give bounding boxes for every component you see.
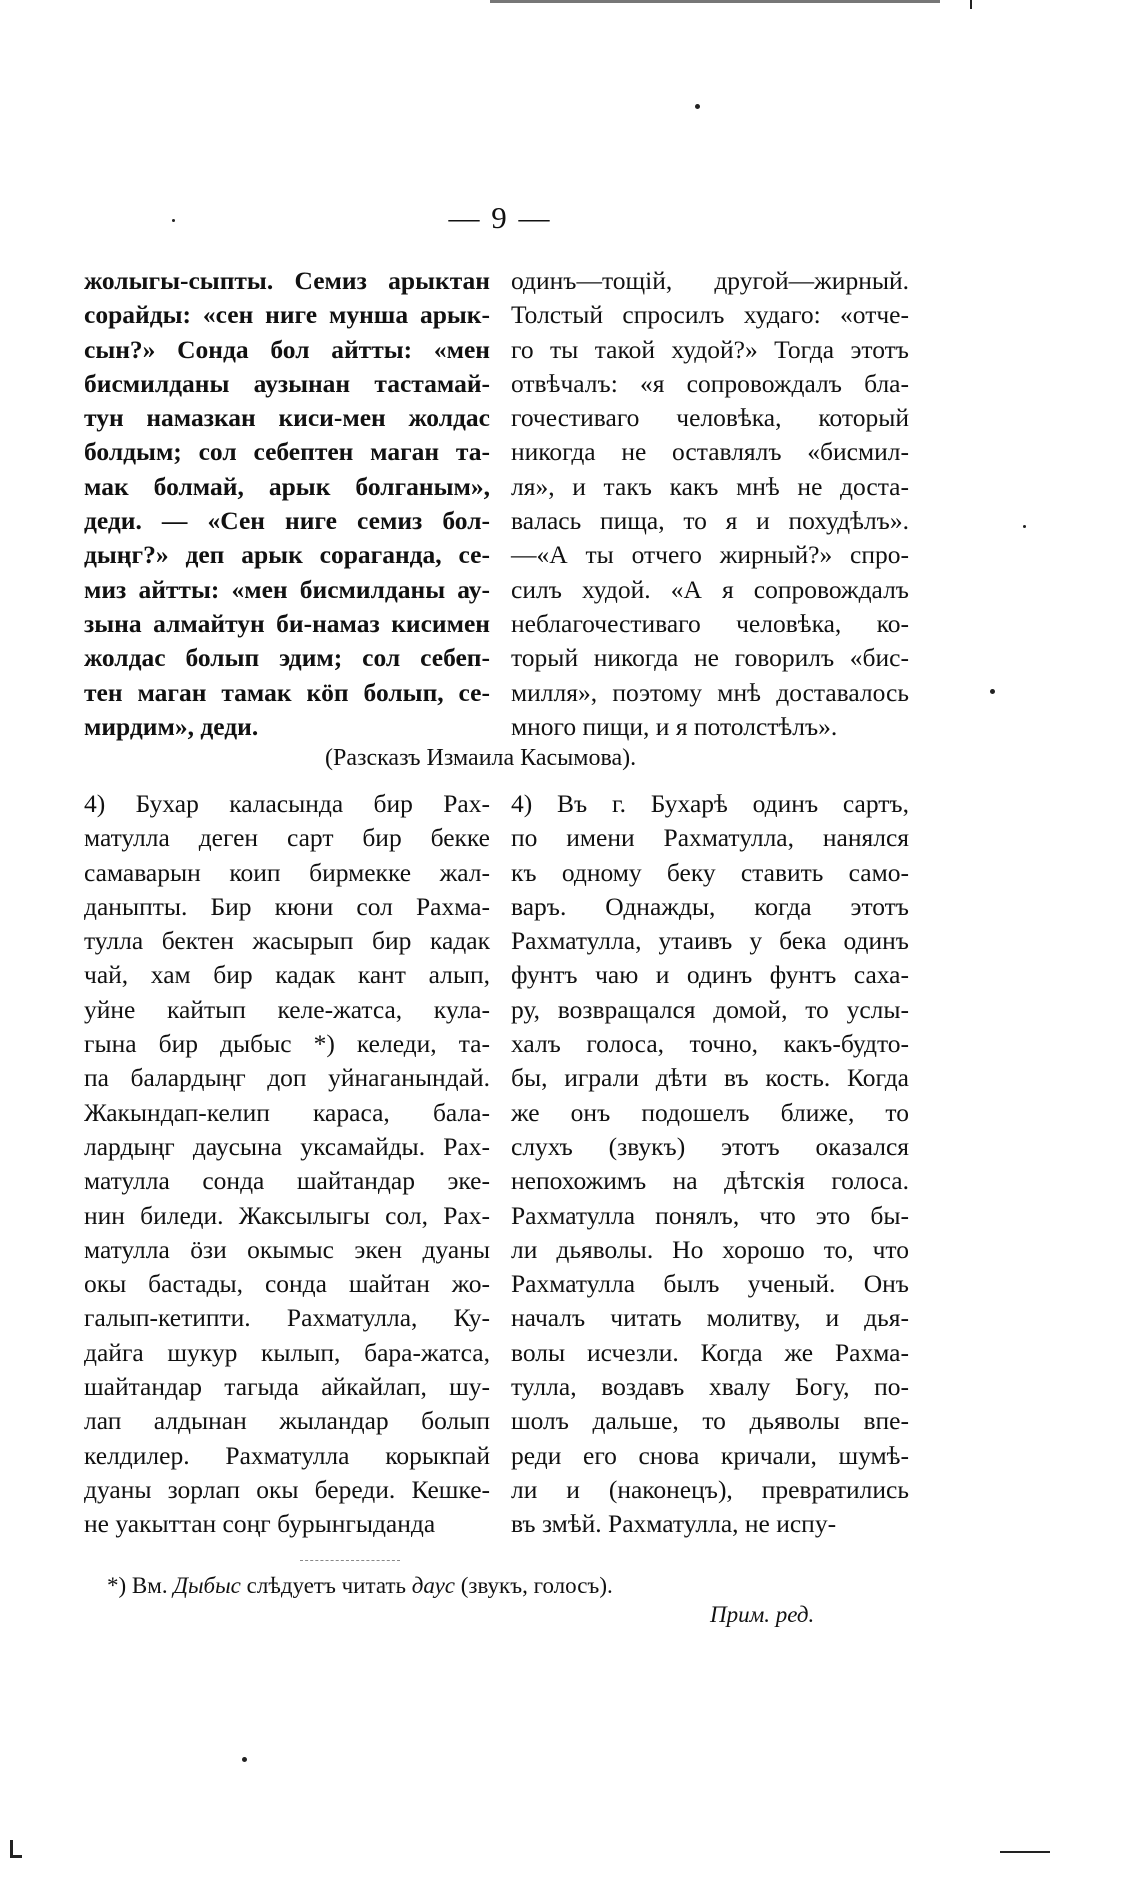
text-line: жолыгы-сыпты. Семиз арыктан xyxy=(84,266,490,295)
text-line: лардыңг даусына уксамайды. Рах- xyxy=(84,1131,490,1161)
text-line: Рахматулла, утаивъ у бека одинъ xyxy=(511,926,909,956)
text-line: окы бастады, сонда шайтан жо- xyxy=(84,1269,490,1299)
text-line: го ты такой худой?» Тогда этотъ xyxy=(511,334,909,364)
text-line: по имени Рахматулла, нанялся xyxy=(511,823,909,853)
text-line: келдилер. Рахматулла корыкпай xyxy=(84,1440,490,1470)
scan-speck xyxy=(1023,525,1026,528)
text-line: въ змѣй. Рахматулла, не испу- xyxy=(511,1509,837,1539)
text-line: одинъ—тощій, другой—жирный. xyxy=(511,266,909,295)
text-line: сын?» Сонда бол айтты: «мен xyxy=(84,334,490,364)
text-line: много пищи, и я потолстѣлъ». xyxy=(511,711,838,741)
text-line: же онъ подошелъ ближе, то xyxy=(511,1097,909,1127)
footnote xyxy=(107,1573,613,1599)
text-line: реди его снова кричали, шумѣ- xyxy=(511,1440,909,1470)
footnote-divider xyxy=(300,1560,400,1561)
scan-speck xyxy=(695,104,700,109)
text-line: гочестиваго человѣка, который xyxy=(511,403,909,433)
text-line: бы, играли дѣти въ кость. Когда xyxy=(511,1063,909,1093)
scan-edge-mark xyxy=(1000,1851,1050,1853)
text-line: Жакындап-келип караса, бала- xyxy=(84,1097,490,1127)
text-line: мак болмай, арык болганым», xyxy=(84,471,490,501)
footnote-middle: слѣдуетъ читать xyxy=(246,1573,406,1598)
text-line: ля», и такъ какъ мнѣ не доста- xyxy=(511,471,909,501)
text-line: галып-кетипти. Рахматулла, Ку- xyxy=(84,1303,490,1333)
text-line: нин биледи. Жаксылыгы сол, Рах- xyxy=(84,1200,490,1230)
footnote-word-2: даус xyxy=(411,1573,455,1598)
scan-speck xyxy=(172,219,175,222)
section-b-left-column xyxy=(84,787,490,1542)
text-line: дуаны зорлап окы береди. Кешке- xyxy=(84,1474,490,1504)
text-line: деди. — «Сен ниге семиз бол- xyxy=(84,506,490,536)
text-line: силъ худой. «А я сопровождалъ xyxy=(511,574,909,604)
text-line: 4) Въ г. Бухарѣ одинъ сартъ, xyxy=(511,789,909,818)
text-line: неблагочестиваго человѣка, ко- xyxy=(511,608,909,638)
page-number: — 9 — xyxy=(448,200,552,235)
text-line: ли дьяволы. Но хорошо то, что xyxy=(511,1234,909,1264)
footnote-suffix: (звукъ, голосъ). xyxy=(460,1573,613,1598)
text-line: волы исчезли. Когда же Рахма- xyxy=(511,1337,909,1367)
text-line: отвѣчалъ: «я сопровождалъ бла- xyxy=(511,368,909,398)
text-line: фунтъ чаю и одинъ фунтъ саха- xyxy=(511,960,909,990)
text-line: сорайды: «сен ниге мунша арык- xyxy=(84,300,490,330)
text-line: самаварын коип бирмекке жал- xyxy=(84,857,490,887)
text-line: чай, хам бир кадак кант алып, xyxy=(84,960,490,990)
footnote-word: Дыбыс xyxy=(173,1573,241,1598)
section-a-right-column xyxy=(511,264,909,744)
text-line: матулла ӧзи окымыс экен дуаны xyxy=(84,1234,490,1264)
text-line: гына бир дыбыс *) келеди, та- xyxy=(84,1029,490,1059)
text-line: тен маган тамак кӧп болып, се- xyxy=(84,677,490,707)
text-line: слухъ (звукъ) этотъ оказался xyxy=(511,1131,909,1161)
text-line: никогда не оставлялъ «бисмил- xyxy=(511,437,909,467)
text-line: Рахматулла былъ ученый. Онъ xyxy=(511,1269,909,1299)
text-line: жолдас болып эдим; сол себеп- xyxy=(84,643,490,673)
text-line: матулла сонда шайтандар эке- xyxy=(84,1166,490,1196)
footnote-signature: Прим. ред. xyxy=(710,1602,815,1627)
text-line: матулла деген сарт бир бекке xyxy=(84,823,490,853)
scan-speck xyxy=(242,1757,247,1762)
text-line: тулла, воздавъ хвалу Богу, по- xyxy=(511,1372,909,1402)
text-line: Толстый спросилъ худаго: «отче- xyxy=(511,300,909,330)
text-line: шайтандар тагыда айкайлап, шу- xyxy=(84,1372,490,1402)
text-line: дыңг?» деп арык сораганда, се- xyxy=(84,540,490,570)
scan-edge-mark xyxy=(490,0,940,3)
text-line: болдым; сол себептен маган та- xyxy=(84,437,490,467)
text-line: торый никогда не говорилъ «бис- xyxy=(511,643,909,673)
text-line: варъ. Однажды, когда этотъ xyxy=(511,891,909,921)
text-line: не уакыттан соңг бурынгыданда xyxy=(84,1509,436,1539)
footnote-marker: *) xyxy=(107,1573,127,1598)
attribution-line: (Разсказъ Измаила Касымова). xyxy=(325,745,637,771)
text-line: милля», поэтому мнѣ доставалось xyxy=(511,677,909,707)
text-line: началъ читать молитву, и дья- xyxy=(511,1303,909,1333)
scan-speck xyxy=(990,689,995,694)
text-line: —«А ты отчего жирный?» спро- xyxy=(511,540,909,570)
scan-edge-mark xyxy=(970,0,972,9)
text-line: валась пища, то я и похудѣлъ». xyxy=(511,506,909,536)
text-line: зына алмайтун би-намаз кисимен xyxy=(84,608,490,638)
text-line: ру, возвращался домой, то услы- xyxy=(511,994,909,1024)
footnote-prefix: Вм. xyxy=(131,1573,168,1598)
section-a-left-column xyxy=(84,264,490,744)
text-line: къ одному беку ставить само- xyxy=(511,857,909,887)
text-line: Рахматулла понялъ, что это бы- xyxy=(511,1200,909,1230)
text-line: тулла бектен жасырып бир кадак xyxy=(84,926,490,956)
section-b-right-column xyxy=(511,787,909,1542)
text-line: шолъ дальше, то дьяволы впе- xyxy=(511,1406,909,1436)
text-line: лап алдынан жыландар болып xyxy=(84,1406,490,1436)
text-line: даныпты. Бир кюни сол Рахма- xyxy=(84,891,490,921)
text-line: мирдим», деди. xyxy=(84,711,259,741)
text-line: халъ голоса, точно, какъ-будто- xyxy=(511,1029,909,1059)
text-line: па балардыңг доп уйнаганындай. xyxy=(84,1063,490,1093)
scan-edge-mark xyxy=(10,1855,22,1858)
text-line: уйне кайтып келе-жатса, кула- xyxy=(84,994,490,1024)
text-line: 4) Бухар каласында бир Рах- xyxy=(84,789,490,818)
text-line: дайга шукур кылып, бара-жатса, xyxy=(84,1337,490,1367)
text-line: тун намазкан киси-мен жолдас xyxy=(84,403,490,433)
text-line: ли и (наконецъ), превратились xyxy=(511,1474,909,1504)
text-line: миз айтты: «мен бисмилданы ау- xyxy=(84,574,490,604)
text-line: непохожимъ на дѣтскія голоса. xyxy=(511,1166,909,1196)
text-line: бисмилданы аузынан тастамай- xyxy=(84,368,490,398)
